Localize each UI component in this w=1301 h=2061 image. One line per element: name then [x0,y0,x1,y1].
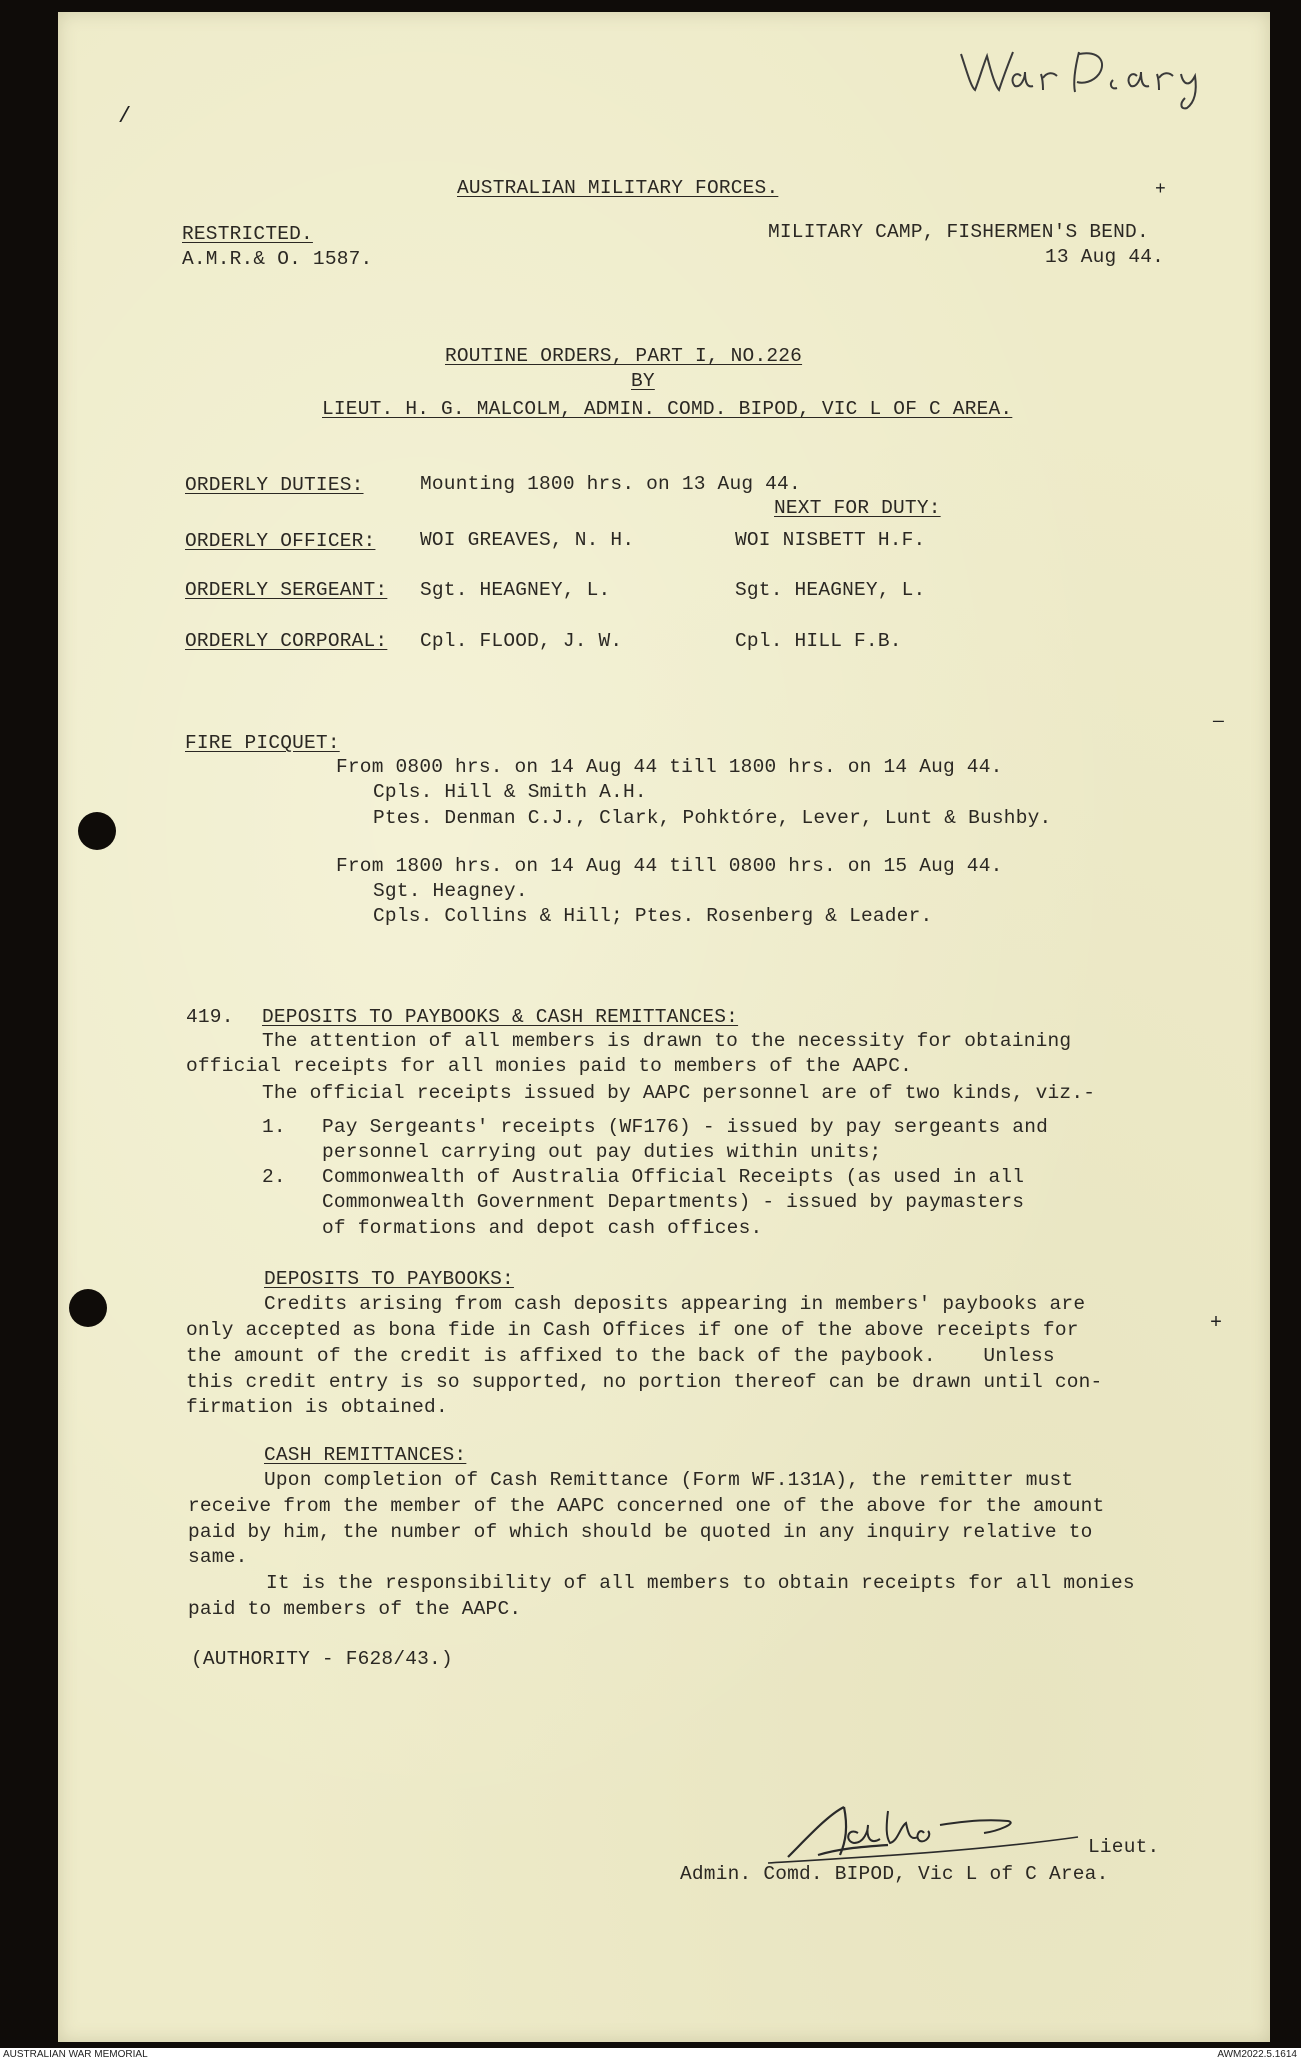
order-paragraph-line: official receipts for all monies paid to members of the AAPC. [186,1055,913,1077]
margin-mark: + [1155,180,1166,200]
handwritten-annotation-war-diary [953,32,1253,112]
classification: RESTRICTED. [182,223,313,245]
punch-hole-top [78,812,116,850]
fire-picquet-line: Cpls. Hill & Smith A.H. [373,781,647,803]
fire-picquet-line: Ptes. Denman C.J., Clark, Pohktóre, Lever, Lunt & Bushby. [373,807,1052,829]
footer-accession-number: AWM2022.5.1614 [1217,2049,1297,2060]
remittances-heading: CASH REMITTANCES: [264,1444,467,1466]
deposits-line: the amount of the credit is affixed to the back of the paybook. Unless [186,1345,1055,1367]
list-item-text: Pay Sergeants' receipts (WF176) - issued by pay sergeants and [322,1116,1049,1138]
fire-picquet-line: From 1800 hrs. on 14 Aug 44 till 0800 hrs. on 15 Aug 44. [336,855,1003,877]
list-item-number: 1. [262,1116,286,1138]
orders-by: BY [631,370,655,392]
deposits-line: firmation is obtained. [186,1396,448,1418]
order-paragraph-line: The official receipts issued by AAPC personnel are of two kinds, viz.- [262,1082,1096,1104]
orders-commander: LIEUT. H. G. MALCOLM, ADMIN. COMD. BIPOD, VIC L OF C AREA. [322,398,1013,420]
orderly-corporal-label: ORDERLY CORPORAL: [185,630,388,652]
orderly-sergeant-current: Sgt. HEAGNEY, L. [420,579,611,601]
orderly-officer-current: WOI GREAVES, N. H. [420,529,635,551]
authority-reference: (AUTHORITY - F628/43.) [191,1648,453,1670]
signatory-title: Admin. Comd. BIPOD, Vic L of C Area. [680,1863,1109,1885]
order-number: 419. [186,1006,234,1028]
svg-text:War Diary: War Diary [953,32,959,33]
orderly-corporal-current: Cpl. FLOOD, J. W. [420,630,623,652]
mounting-time: Mounting 1800 hrs. on 13 Aug 44. [420,473,801,495]
remittances-line: Upon completion of Cash Remittance (Form WF.131A), the remitter must [264,1469,1074,1491]
list-item-text: personnel carrying out pay duties within units; [322,1141,882,1163]
margin-mark: + [1210,1312,1223,1335]
fire-picquet-line: Sgt. Heagney. [373,880,528,902]
document-date: 13 Aug 44. [1045,246,1165,268]
order-paragraph-line: The attention of all members is drawn to the necessity for obtaining [262,1030,1072,1052]
footer-institution: AUSTRALIAN WAR MEMORIAL [3,2049,148,2060]
orderly-officer-label: ORDERLY OFFICER: [185,530,376,552]
next-for-duty-header: NEXT FOR DUTY: [774,497,941,519]
remittances-line: paid by him, the number of which should be quoted in any inquiry relative to [188,1521,1093,1543]
document-title: AUSTRALIAN MILITARY FORCES. [457,177,779,199]
orderly-corporal-next: Cpl. HILL F.B. [735,630,902,652]
orderly-duties-label: ORDERLY DUTIES: [185,474,364,496]
signatory-rank: Lieut. [1088,1836,1160,1858]
deposits-line: only accepted as bona fide in Cash Offices if one of the above receipts for [186,1319,1079,1341]
deposits-heading: DEPOSITS TO PAYBOOKS: [264,1268,514,1290]
order-heading: DEPOSITS TO PAYBOOKS & CASH REMITTANCES: [262,1006,739,1028]
orderly-sergeant-label: ORDERLY SERGEANT: [185,579,388,601]
list-item-number: 2. [262,1166,286,1188]
remittances-line: paid to members of the AAPC. [188,1598,522,1620]
orders-title: ROUTINE ORDERS, PART I, NO.226 [445,345,803,367]
location: MILITARY CAMP, FISHERMEN'S BEND. [768,221,1149,243]
deposits-line: this credit entry is so supported, no portion thereof can be drawn until con- [186,1371,1103,1393]
reference-number: A.M.R.& O. 1587. [182,248,373,270]
fire-picquet-label: FIRE PICQUET: [185,732,340,754]
punch-hole-bottom [69,1289,107,1327]
orderly-officer-next: WOI NISBETT H.F. [735,529,926,551]
margin-mark: — [1213,712,1224,732]
remittances-line: same. [188,1546,248,1568]
remittances-line: It is the responsibility of all members to obtain receipts for all monies [266,1572,1135,1594]
margin-mark: / [118,104,132,129]
document-page [58,12,1270,2042]
orderly-sergeant-next: Sgt. HEAGNEY, L. [735,579,926,601]
fire-picquet-line: From 0800 hrs. on 14 Aug 44 till 1800 hrs. on 14 Aug 44. [336,756,1003,778]
list-item-text: of formations and depot cash offices. [322,1217,763,1239]
list-item-text: Commonwealth of Australia Official Receipts (as used in all [322,1166,1025,1188]
remittances-line: receive from the member of the AAPC concerned one of the above for the amount [188,1495,1105,1517]
fire-picquet-line: Cpls. Collins & Hill; Ptes. Rosenberg & Leader. [373,905,933,927]
list-item-text: Commonwealth Government Departments) - issued by paymasters [322,1191,1025,1213]
deposits-line: Credits arising from cash deposits appearing in members' paybooks are [264,1293,1086,1315]
